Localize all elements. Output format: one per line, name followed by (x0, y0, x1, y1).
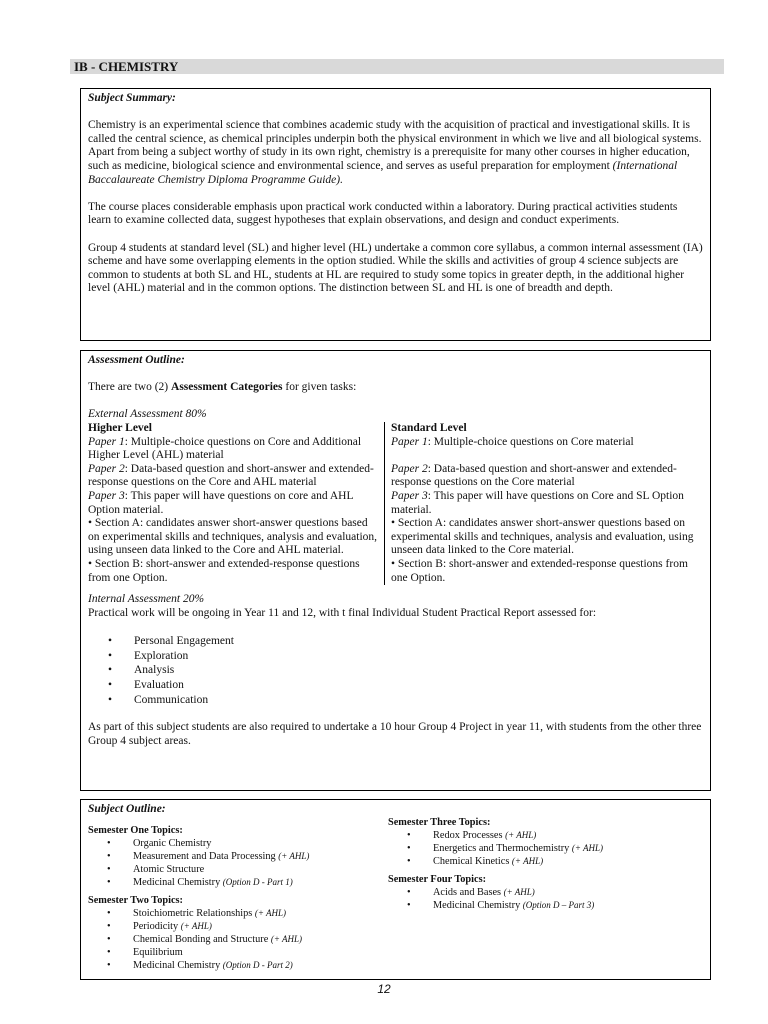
internal-assessment-label: Internal Assessment 20% (88, 593, 205, 606)
sl-paper1-label: Paper 1 (391, 435, 428, 448)
sl-heading: Standard Level (391, 421, 467, 434)
list-item: • Exploration (88, 649, 703, 664)
list-item: • Medicinal Chemistry (Option D - Part 2) (88, 959, 388, 972)
intro-post: for given tasks: (285, 381, 357, 394)
summary-paragraph-1 (88, 119, 703, 187)
sl-section-b: • Section B: short-answer and extended-response questions from one Option. (391, 557, 688, 584)
hl-paper2-label: Paper 2 (88, 462, 125, 475)
list-item: • Measurement and Data Processing (+ AHL) (88, 850, 388, 863)
summary-heading: Subject Summary: (88, 92, 176, 104)
outline-columns (88, 817, 703, 972)
sl-paper3-text: : This paper will have questions on Core and SL Option material. (391, 489, 684, 516)
summary-paragraph-3: Group 4 students at standard level (SL) and higher level (HL) undertake a common core syllabus, a common internal assessment (IA) scheme and have some overlapping elements in the option studied. While the skills and activities of group 4 science subjects are common to students at both SL and HL, students at HL are required to study some topics in greater depth, in the additional higher level (AHL) material and in the common options. The distinction between SL and HL is one of breadth and depth. (88, 241, 703, 295)
outline-left-column (88, 824, 388, 972)
list-item: • Periodicity (+ AHL) (88, 920, 388, 933)
group4-project-text: As part of this subject students are also required to undertake a 10 hour Group 4 Project in year 11, with students from the other three Group 4 subject areas. (88, 721, 702, 748)
hl-paper2-text: : Data-based question and short-answer and extended-response questions on the Core and AHL material (88, 462, 374, 489)
hl-paper1-text: : Multiple-choice questions on Core and Additional Higher Level (AHL) material (88, 435, 362, 462)
sl-paper1 (391, 436, 703, 450)
outline-right-column (388, 816, 688, 972)
list-item: • Personal Engagement (88, 634, 703, 649)
sl-paper3 (391, 490, 703, 517)
list-item: • Equilibrium (88, 946, 388, 959)
page-title: IB - CHEMISTRY (70, 59, 724, 74)
hl-section-b: • Section B: short-answer and extended-response questions from one Option. (88, 557, 360, 584)
list-item: • Medicinal Chemistry (Option D – Part 3) (388, 899, 688, 912)
external-assessment-label: External Assessment 80% (88, 408, 207, 421)
subject-summary-box (80, 88, 711, 341)
semester-one-list (88, 837, 388, 889)
assessment-heading: Assessment Outline: (88, 354, 185, 366)
list-item: • Medicinal Chemistry (Option D - Part 1) (88, 876, 388, 889)
semester-three-list (388, 829, 688, 868)
summary-p1-citation: (International Baccalaureate Chemistry Diploma Programme Guide). (88, 159, 678, 186)
criteria-list (88, 634, 703, 708)
intro-pre: There are two (2) (88, 381, 169, 394)
hl-section-a: • Section A: candidates answer short-answer questions based on experimental skills and techniques, analysis and evaluation, using unseen data linked to the Core and AHL material. (88, 517, 378, 557)
level-columns (88, 422, 703, 585)
hl-paper1-label: Paper 1 (88, 435, 125, 448)
list-item: • Acids and Bases (+ AHL) (388, 886, 688, 899)
summary-paragraph-2: The course places considerable emphasis upon practical work conducted within a laboratory. During practical activities students learn to examine collected data, suggest hypotheses that explain observations, and design and conduct experiments. (88, 200, 678, 227)
outline-heading: Subject Outline: (88, 803, 166, 815)
list-item: • Analysis (88, 663, 703, 678)
list-item: • Organic Chemistry (88, 837, 388, 850)
list-item: • Atomic Structure (88, 863, 388, 876)
semester-four-list (388, 886, 688, 912)
list-item: • Energetics and Thermochemistry (+ AHL) (388, 842, 688, 855)
sl-paper2-label: Paper 2 (391, 462, 428, 475)
hl-paper1 (88, 436, 380, 463)
internal-assessment-text: Practical work will be ongoing in Year 11 and 12, with t final Individual Student Practical Report assessed for: (88, 606, 597, 619)
intro-bold: Assessment Categories (171, 381, 283, 394)
list-item: • Redox Processes (+ AHL) (388, 829, 688, 842)
semester-two-heading: Semester Two Topics: (88, 895, 183, 906)
summary-p1-text: Chemistry is an experimental science that combines academic study with the acquisition of practical and investigational skills. It is called the central science, as chemical principles underpin both the physical environment in which we live and all biological systems. Apart from being a subject worthy of study in its own right, chemistry is a prerequisite for many other courses in higher education, such as medicine, biological science and environmental science, and serves as useful preparation for employment (88, 119, 702, 172)
sl-paper2 (391, 463, 703, 490)
assessment-intro (88, 381, 703, 395)
higher-level-column (88, 422, 385, 585)
semester-one-heading: Semester One Topics: (88, 825, 183, 836)
page-number: 12 (377, 982, 391, 996)
semester-two-list (88, 907, 388, 972)
sl-paper3-label: Paper 3 (391, 489, 428, 502)
standard-level-column (385, 422, 703, 585)
subject-outline-box (80, 799, 711, 980)
hl-paper3 (88, 490, 380, 517)
sl-section-a: • Section A: candidates answer short-answer questions based on experimental skills and techniques, analysis and evaluation, using unseen data linked to the Core material. (391, 517, 694, 557)
hl-paper2 (88, 463, 380, 490)
sl-paper1-text: : Multiple-choice questions on Core material (427, 435, 634, 448)
list-item: • Chemical Kinetics (+ AHL) (388, 855, 688, 868)
hl-paper3-label: Paper 3 (88, 489, 125, 502)
list-item: • Evaluation (88, 678, 703, 693)
semester-three-heading: Semester Three Topics: (388, 817, 491, 828)
assessment-outline-box (80, 350, 711, 791)
list-item: • Communication (88, 693, 703, 708)
list-item: • Chemical Bonding and Structure (+ AHL) (88, 933, 388, 946)
hl-paper3-text: : This paper will have questions on core and AHL Option material. (88, 489, 354, 516)
hl-heading: Higher Level (88, 421, 152, 434)
sl-paper2-text: : Data-based question and short-answer and extended-response questions on the Core material (391, 462, 677, 489)
list-item: • Stoichiometric Relationships (+ AHL) (88, 907, 388, 920)
semester-four-heading: Semester Four Topics: (388, 874, 487, 885)
